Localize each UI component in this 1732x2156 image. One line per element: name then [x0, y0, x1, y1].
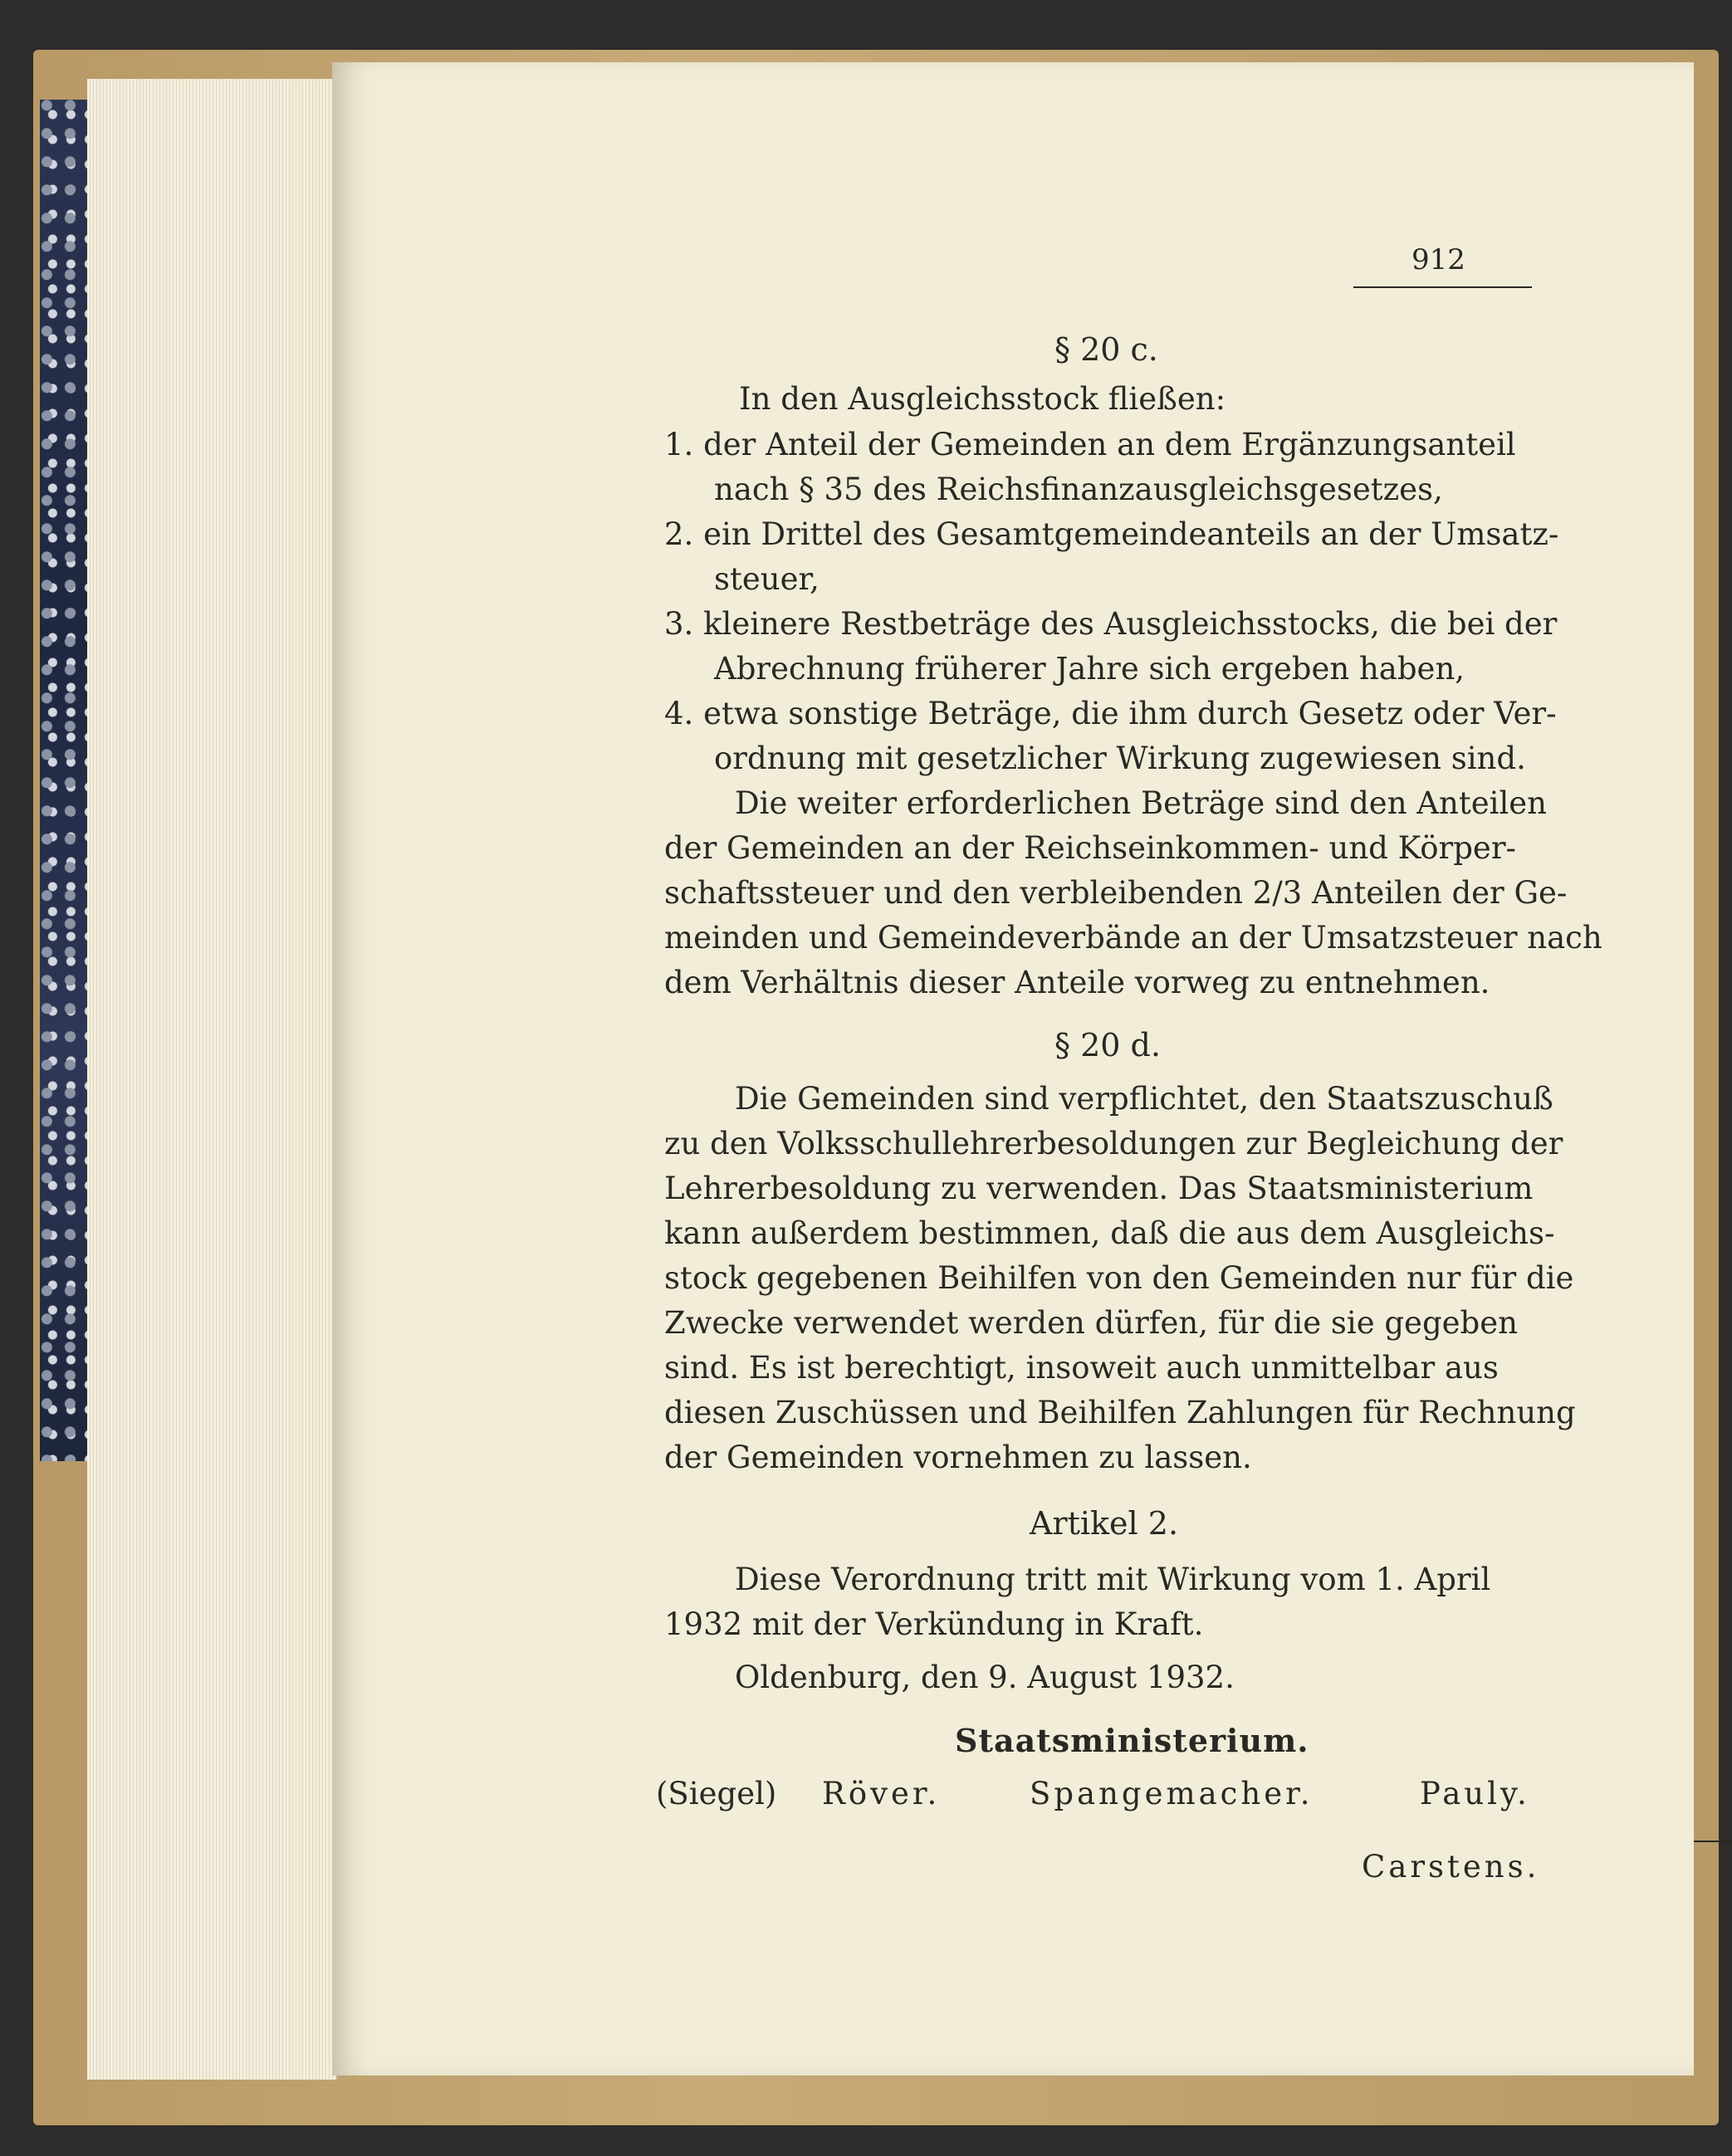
- section-20d-heading: § 20 d.: [1054, 1027, 1161, 1063]
- paragraph-line: Die Gemeinden sind verpflichtet, den Staatszuschuß: [735, 1081, 1553, 1117]
- ministry-heading: Staatsministerium.: [955, 1722, 1309, 1759]
- paragraph-line: 1932 mit der Verkündung in Kraft.: [664, 1606, 1204, 1642]
- artikel-heading: Artikel 2.: [1030, 1505, 1179, 1542]
- paragraph-line: kann außerdem bestimmen, daß die aus dem Ausgleichs-: [664, 1215, 1555, 1251]
- marbled-spine: [40, 100, 91, 1461]
- paragraph-line: schaftssteuer und den verbleibenden 2/3 Anteilen der Ge-: [664, 875, 1568, 911]
- spine-band: [40, 1461, 91, 2042]
- list-item: 3. kleinere Restbeträge des Ausgleichsstocks, die bei der: [664, 606, 1558, 642]
- signatory-carstens: Carstens.: [1362, 1849, 1540, 1885]
- paragraph-line: Die weiter erforderlichen Beträge sind den Anteilen: [735, 785, 1548, 821]
- page-text: [332, 62, 1694, 2075]
- list-item: 4. etwa sonstige Beträge, die ihm durch Gesetz oder Ver-: [664, 696, 1557, 731]
- paragraph-line: Zwecke verwendet werden dürfen, für die sie gegeben: [664, 1305, 1518, 1341]
- list-item: 1. der Anteil der Gemeinden an dem Ergänzungsanteil: [664, 427, 1516, 462]
- signatory-pauly: Pauly.: [1420, 1776, 1530, 1811]
- page-number: 912: [1412, 243, 1465, 276]
- seal-label: (Siegel): [656, 1776, 777, 1811]
- paragraph-line: diesen Zuschüssen und Beihilfen Zahlungen für Rechnung: [664, 1395, 1576, 1430]
- page-stack-edges: [87, 79, 338, 2080]
- paragraph-line: der Gemeinden vornehmen zu lassen.: [664, 1440, 1252, 1475]
- list-item: steuer,: [714, 561, 820, 597]
- place-date: Oldenburg, den 9. August 1932.: [735, 1660, 1235, 1695]
- signature-rule: [1694, 1841, 1732, 1842]
- paragraph-line: meinden und Gemeindeverbände an der Umsatzsteuer nach: [664, 920, 1602, 956]
- list-item: 2. ein Drittel des Gesamtgemeindeanteils an der Umsatz-: [664, 516, 1559, 552]
- paragraph-line: Lehrerbesoldung zu verwenden. Das Staatsministerium: [664, 1171, 1534, 1206]
- paragraph-line: stock gegebenen Beihilfen von den Gemeinden nur für die: [664, 1260, 1574, 1296]
- paragraph-line: Diese Verordnung tritt mit Wirkung vom 1. April: [735, 1562, 1491, 1597]
- paragraph-line: sind. Es ist berechtigt, insoweit auch unmittelbar aus: [664, 1350, 1499, 1386]
- list-item: Abrechnung früherer Jahre sich ergeben haben,: [714, 651, 1465, 687]
- section-20c-intro: In den Ausgleichsstock fließen:: [739, 381, 1226, 417]
- list-item: nach § 35 des Reichsfinanzausgleichsgesetzes,: [714, 472, 1443, 507]
- paragraph-line: der Gemeinden an der Reichseinkommen- und Körper-: [664, 830, 1517, 866]
- paragraph-line: dem Verhältnis dieser Anteile vorweg zu entnehmen.: [664, 965, 1490, 1000]
- list-item: ordnung mit gesetzlicher Wirkung zugewiesen sind.: [714, 741, 1526, 776]
- paragraph-line: zu den Volksschullehrerbesoldungen zur Begleichung der: [664, 1126, 1563, 1161]
- section-20c-heading: § 20 c.: [1054, 331, 1158, 368]
- signatory-roever: Röver.: [822, 1776, 941, 1811]
- signatory-spangemacher: Spangemacher.: [1030, 1776, 1314, 1811]
- page-number-rule: [1353, 286, 1532, 288]
